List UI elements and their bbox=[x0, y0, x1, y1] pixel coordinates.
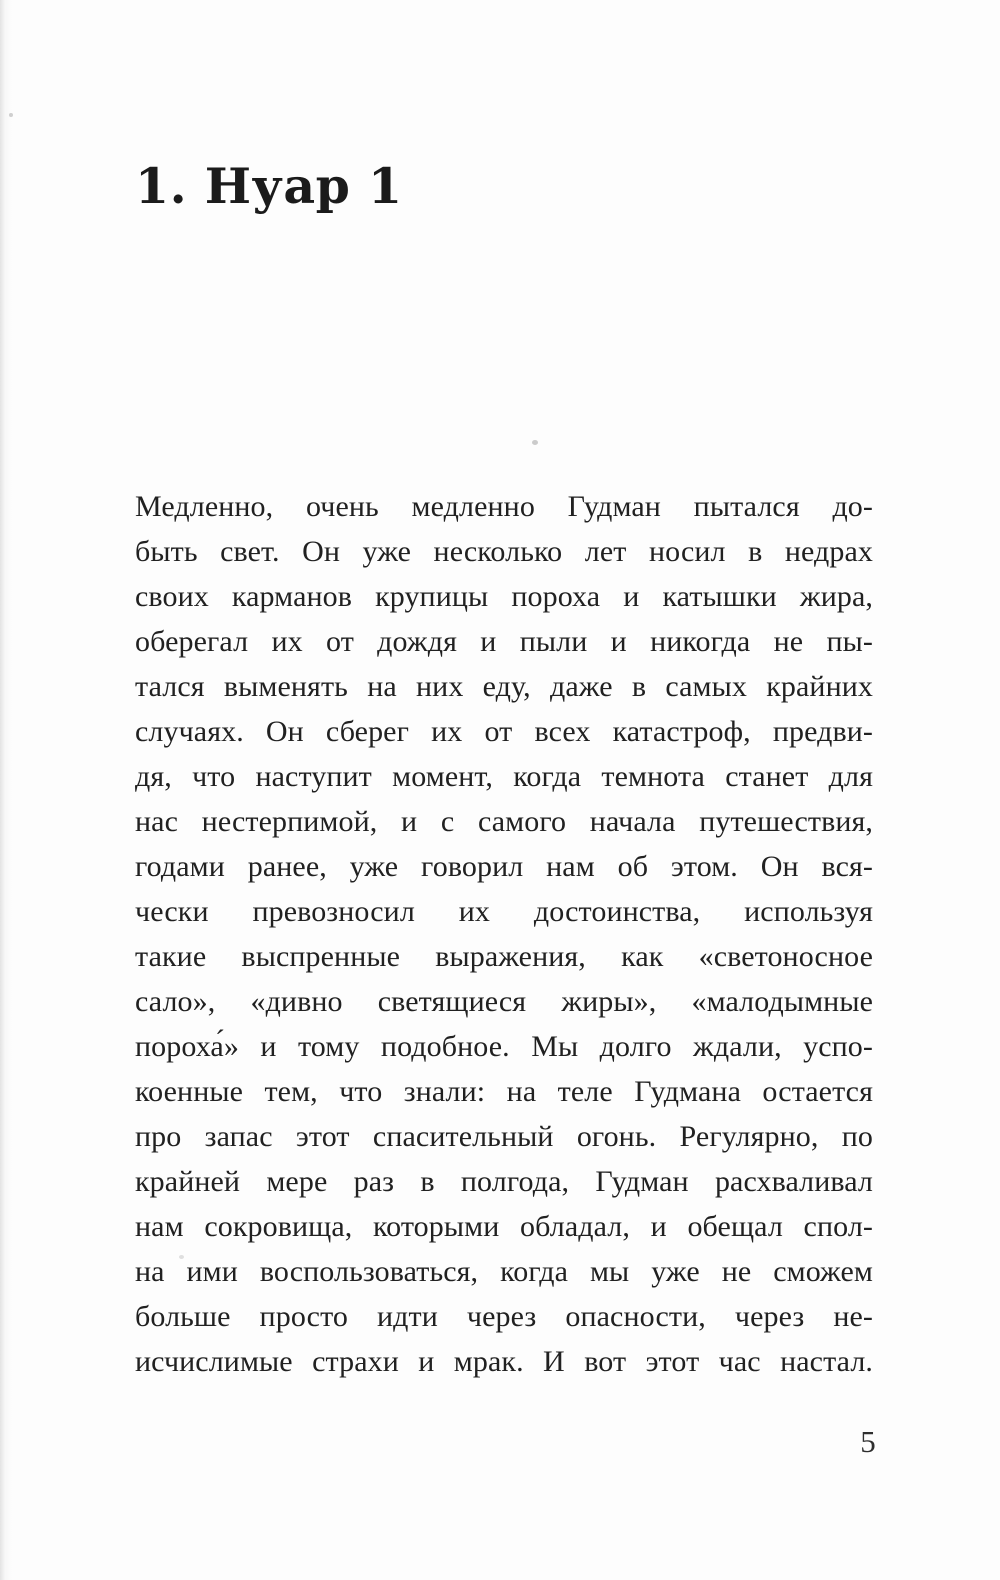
text-line: больше просто идти через опасности, через не- bbox=[135, 1300, 873, 1333]
text-line: быть свет. Он уже несколько лет носил в недрах bbox=[135, 535, 873, 568]
text-line: своих карманов крупицы пороха и катышки жира, bbox=[135, 580, 873, 613]
text-line: такие выспренные выражения, как «светоносное bbox=[135, 940, 873, 973]
text-line: крайней мере раз в полгода, Гудман расхваливал bbox=[135, 1165, 873, 1198]
text-line: пороха́» и тому подобное. Мы долго ждали, успо- bbox=[135, 1030, 873, 1063]
chapter-title: 1. Нуар 1 bbox=[135, 156, 403, 215]
text-line: дя, что наступит момент, когда темнота станет для bbox=[135, 760, 873, 793]
text-line: коенные тем, что знали: на теле Гудмана остается bbox=[135, 1075, 873, 1108]
text-line: оберегал их от дождя и пыли и никогда не пы- bbox=[135, 625, 873, 658]
scan-speck bbox=[9, 113, 13, 117]
page-number: 5 bbox=[860, 1424, 876, 1459]
text-line: нас нестерпимой, и с самого начала путешествия, bbox=[135, 805, 873, 838]
body-paragraph bbox=[135, 484, 873, 1384]
text-line: сало», «дивно светящиеся жиры», «малодымные bbox=[135, 985, 873, 1018]
scan-speck bbox=[532, 440, 538, 445]
text-line: случаях. Он сберег их от всех катастроф, предви- bbox=[135, 715, 873, 748]
text-line: нам сокровища, которыми обладал, и обещал спол- bbox=[135, 1210, 873, 1243]
text-line: про запас этот спасительный огонь. Регулярно, по bbox=[135, 1120, 873, 1153]
text-line: годами ранее, уже говорил нам об этом. Он вся- bbox=[135, 850, 873, 883]
text-line: исчислимые страхи и мрак. И вот этот час настал. bbox=[135, 1345, 873, 1378]
text-line: тался выменять на них еду, даже в самых крайних bbox=[135, 670, 873, 703]
text-line: Медленно, очень медленно Гудман пытался до- bbox=[135, 490, 873, 523]
text-line: на ими воспользоваться, когда мы уже не сможем bbox=[135, 1255, 873, 1288]
text-line: чески превозносил их достоинства, используя bbox=[135, 895, 873, 928]
